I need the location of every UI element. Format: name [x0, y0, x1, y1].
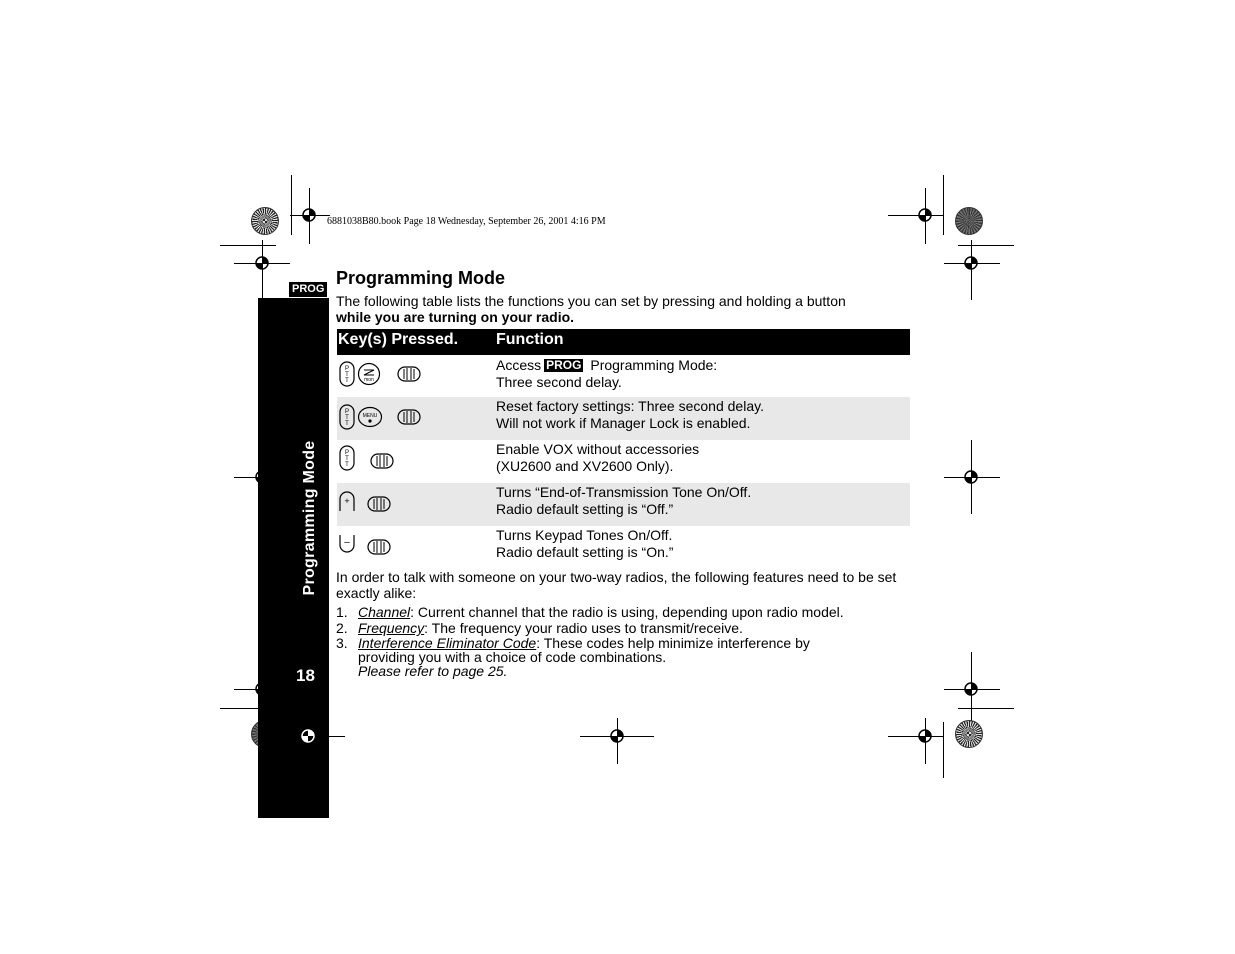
- prog-badge: PROG: [289, 282, 327, 297]
- power-knob-icon: [367, 538, 391, 556]
- volume-up-icon: [338, 491, 356, 513]
- ptt-icon: [338, 404, 356, 430]
- table-row: [337, 440, 910, 483]
- row-function: Turns “End-of-Transmission Tone On/Off. Radio default setting is “Off.”: [496, 484, 752, 517]
- section-title: Programming Mode: [336, 268, 506, 288]
- page-number: 18: [296, 666, 315, 685]
- key-combination: [338, 445, 394, 471]
- prog-badge: PROG: [546, 358, 582, 372]
- volume-down-icon: [338, 533, 356, 555]
- registration-target-icon: [963, 255, 979, 271]
- svg-text:T: T: [345, 372, 349, 378]
- row-function: Reset factory settings: Three second delay. Will not work if Manager Lock is enabled.: [496, 398, 764, 431]
- svg-text:P: P: [344, 409, 350, 415]
- features-intro: In order to talk with someone on your two-way radios, the following features need to be set exactly alike:: [336, 569, 897, 601]
- table-row: [337, 483, 910, 526]
- svg-text:P: P: [344, 450, 350, 456]
- svg-text:P: P: [344, 366, 350, 372]
- feature-term: Channel: [358, 604, 411, 620]
- starburst-mark-icon: [955, 207, 983, 235]
- feature-term: Interference Eliminator Code: [358, 635, 537, 651]
- menu-button-icon: [357, 406, 383, 428]
- list-item: 3. Interference Eliminator Code: These codes help minimize interference by providing you with a choice of code combinations. Please refer to page 25.: [336, 635, 810, 679]
- feature-term: Frequency: [358, 620, 425, 636]
- list-item: 2. Frequency: The frequency your radio uses to transmit/receive.: [336, 620, 743, 636]
- svg-text:MENU: MENU: [362, 413, 378, 419]
- svg-text:+: +: [344, 496, 350, 506]
- table-row: [337, 526, 910, 569]
- key-combination: [338, 532, 391, 556]
- starburst-mark-icon: [955, 720, 983, 748]
- intro-plain: The following table lists the functions you can set by pressing and holding a button: [336, 293, 846, 309]
- starburst-mark-icon: [251, 207, 279, 235]
- col-function-header: Function: [496, 331, 564, 348]
- table-row: [337, 397, 910, 440]
- registration-target-icon: [301, 207, 317, 223]
- svg-text:T: T: [345, 462, 349, 468]
- registration-target-icon: [609, 728, 625, 744]
- table-row: [337, 355, 910, 397]
- svg-text:–: –: [344, 537, 350, 548]
- svg-text:T: T: [345, 421, 349, 427]
- registration-target-icon: [963, 681, 979, 697]
- function-table: [337, 329, 910, 569]
- svg-text:mon: mon: [364, 377, 374, 383]
- power-knob-icon: [397, 365, 421, 383]
- col-keys-header: Key(s) Pressed.: [338, 331, 459, 348]
- features-list: [336, 604, 916, 678]
- list-item: 1. Channel: Current channel that the radio is using, depending upon radio model.: [336, 604, 844, 620]
- registration-target-icon: [963, 469, 979, 485]
- row-function: Enable VOX without accessories (XU2600 and XV2600 Only).: [496, 441, 700, 474]
- registration-target-icon: [917, 728, 933, 744]
- mon-button-icon: [357, 362, 381, 386]
- ptt-icon: [338, 361, 356, 387]
- registration-target-icon: [917, 207, 933, 223]
- ptt-icon: [338, 445, 356, 471]
- power-knob-icon: [370, 452, 394, 470]
- power-knob-icon: [397, 408, 421, 426]
- key-combination: [338, 491, 391, 513]
- svg-text:T: T: [345, 378, 349, 384]
- registration-target-icon: [254, 255, 270, 271]
- key-combination: [338, 404, 421, 430]
- svg-text:T: T: [345, 456, 349, 462]
- section-intro: [336, 293, 916, 325]
- table-header: [337, 329, 910, 355]
- page-reference: Please refer to page 25.: [358, 663, 508, 679]
- key-combination: [338, 361, 421, 387]
- row-function: Turns Keypad Tones On/Off. Radio default setting is “On.”: [496, 527, 674, 560]
- registration-target-icon: [300, 728, 316, 744]
- side-tab-label: Programming Mode: [301, 440, 318, 596]
- svg-text:T: T: [345, 415, 349, 421]
- row-function: Access PROG Programming Mode: Three second delay.: [496, 357, 718, 390]
- power-knob-icon: [367, 495, 391, 513]
- print-header-line: 6881038B80.book Page 18 Wednesday, September 26, 2001 4:16 PM: [327, 216, 606, 227]
- intro-bold: while you are turning on your radio.: [336, 309, 575, 325]
